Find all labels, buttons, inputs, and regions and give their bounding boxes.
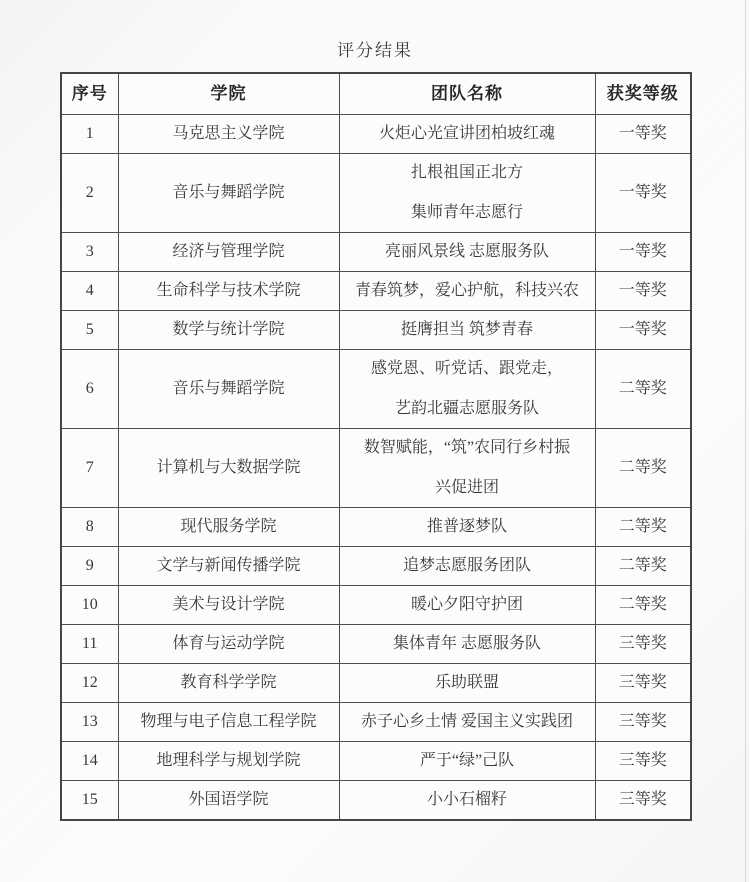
award-cell-text: 二等奖 [618, 596, 667, 613]
team-cell [339, 547, 595, 586]
row-number-cell [61, 272, 118, 311]
award-cell [595, 311, 691, 350]
table-row [61, 272, 691, 311]
row-number-cell [61, 781, 118, 821]
award-cell [595, 781, 691, 821]
award-cell-text: 三等奖 [618, 674, 667, 691]
table-row [61, 233, 691, 272]
team-cell [339, 625, 595, 664]
college-cell [118, 311, 339, 350]
team-cell [339, 350, 595, 429]
team-cell-text: 集师青年志愿行 [410, 204, 523, 221]
team-cell-text: 暖心夕阳守护团 [410, 596, 523, 613]
row-number-cell [61, 664, 118, 703]
table-row [61, 703, 691, 742]
award-cell-text: 一等奖 [618, 243, 667, 260]
team-cell [339, 272, 595, 311]
row-number-cell [61, 547, 118, 586]
table-row [61, 350, 691, 429]
college-cell [118, 115, 339, 154]
award-cell [595, 664, 691, 703]
row-number-cell [61, 350, 118, 429]
team-cell [339, 742, 595, 781]
award-cell [595, 586, 691, 625]
college-cell [118, 350, 339, 429]
college-cell [118, 154, 339, 233]
results-table [60, 72, 692, 821]
college-cell-text: 体育与运动学院 [172, 635, 285, 652]
row-number-cell-text: 9 [85, 557, 94, 574]
team-cell-text: 小小石榴籽 [426, 791, 507, 808]
row-number-cell-text: 14 [81, 752, 98, 769]
table-row [61, 154, 691, 233]
table-row [61, 781, 691, 821]
row-number-cell [61, 311, 118, 350]
college-cell [118, 781, 339, 821]
row-number-cell [61, 625, 118, 664]
college-cell-text: 外国语学院 [188, 791, 269, 808]
award-cell-text: 三等奖 [618, 791, 667, 808]
college-cell [118, 625, 339, 664]
team-cell-text: 推普逐梦队 [426, 518, 507, 535]
team-cell-text: 扎根祖国正北方 [410, 164, 523, 181]
college-cell-text: 经济与管理学院 [172, 243, 285, 260]
team-cell-text: 乐助联盟 [434, 674, 499, 691]
row-number-cell-text: 15 [81, 791, 98, 808]
team-cell [339, 233, 595, 272]
row-number-cell-text: 10 [81, 596, 98, 613]
team-cell-text: 火炬心光宣讲团柏坡红魂 [378, 125, 555, 142]
table-row [61, 664, 691, 703]
row-number-cell-text: 6 [85, 380, 94, 397]
college-cell [118, 742, 339, 781]
table-row [61, 115, 691, 154]
team-cell-text: 青春筑梦，爱心护航，科技兴农 [354, 282, 579, 299]
team-cell-text: 艺韵北疆志愿服务队 [394, 400, 539, 417]
college-cell [118, 664, 339, 703]
row-number-cell-text: 7 [85, 459, 94, 476]
college-cell [118, 586, 339, 625]
award-cell-text: 二等奖 [618, 380, 667, 397]
award-cell [595, 547, 691, 586]
team-cell [339, 703, 595, 742]
award-cell [595, 625, 691, 664]
team-cell-text: 赤子心乡土情 爱国主义实践团 [360, 713, 573, 730]
award-cell [595, 233, 691, 272]
team-cell-text: 追梦志愿服务团队 [402, 557, 531, 574]
award-cell [595, 272, 691, 311]
header-college: 学院 [118, 73, 339, 115]
award-cell [595, 115, 691, 154]
header-award: 获奖等级 [595, 73, 691, 115]
award-cell-text: 二等奖 [618, 459, 667, 476]
table-row [61, 625, 691, 664]
award-cell-text: 三等奖 [618, 752, 667, 769]
table-body [61, 115, 691, 821]
college-cell-text: 教育科学学院 [180, 674, 277, 691]
page-edge-line [745, 0, 746, 882]
row-number-cell [61, 742, 118, 781]
award-cell-text: 二等奖 [618, 518, 667, 535]
table-row [61, 311, 691, 350]
row-number-cell-text: 4 [85, 282, 94, 299]
row-number-cell-text: 8 [85, 518, 94, 535]
team-cell [339, 781, 595, 821]
team-cell-text: 感党恩、听党话、跟党走， [370, 360, 563, 377]
college-cell [118, 233, 339, 272]
award-cell [595, 154, 691, 233]
row-number-cell [61, 233, 118, 272]
award-cell-text: 一等奖 [618, 184, 667, 201]
team-cell-text: 数智赋能，“筑”农同行乡村振 [363, 439, 571, 456]
row-number-cell-text: 2 [85, 184, 94, 201]
table-row [61, 547, 691, 586]
table-row [61, 429, 691, 508]
row-number-cell-text: 12 [81, 674, 98, 691]
header-team: 团队名称 [339, 73, 595, 115]
header-row [61, 73, 691, 115]
award-cell-text: 二等奖 [618, 557, 667, 574]
college-cell [118, 508, 339, 547]
college-cell-text: 物理与电子信息工程学院 [140, 713, 317, 730]
team-cell [339, 664, 595, 703]
award-cell-text: 一等奖 [618, 282, 667, 299]
team-cell-text: 挺膺担当 筑梦青春 [400, 321, 533, 338]
row-number-cell [61, 508, 118, 547]
row-number-cell [61, 154, 118, 233]
team-cell [339, 154, 595, 233]
award-cell-text: 一等奖 [618, 321, 667, 338]
team-cell [339, 115, 595, 154]
college-cell-text: 计算机与大数据学院 [156, 459, 301, 476]
award-cell-text: 三等奖 [618, 713, 667, 730]
row-number-cell-text: 5 [85, 321, 94, 338]
row-number-cell [61, 586, 118, 625]
page-title: 评分结果 [337, 41, 413, 60]
award-cell [595, 350, 691, 429]
college-cell-text: 生命科学与技术学院 [156, 282, 301, 299]
college-cell-text: 现代服务学院 [180, 518, 277, 535]
row-number-cell-text: 1 [85, 125, 94, 142]
college-cell-text: 音乐与舞蹈学院 [172, 380, 285, 397]
table-row [61, 742, 691, 781]
award-cell [595, 742, 691, 781]
award-cell [595, 703, 691, 742]
college-cell [118, 429, 339, 508]
college-cell [118, 547, 339, 586]
row-number-cell [61, 703, 118, 742]
college-cell-text: 音乐与舞蹈学院 [172, 184, 285, 201]
college-cell-text: 数学与统计学院 [172, 321, 285, 338]
award-cell [595, 508, 691, 547]
row-number-cell-text: 3 [85, 243, 94, 260]
row-number-cell [61, 429, 118, 508]
team-cell [339, 508, 595, 547]
award-cell [595, 429, 691, 508]
college-cell-text: 马克思主义学院 [172, 125, 285, 142]
team-cell [339, 429, 595, 508]
college-cell [118, 703, 339, 742]
college-cell-text: 地理科学与规划学院 [156, 752, 301, 769]
table-row [61, 508, 691, 547]
table-header [61, 73, 691, 115]
college-cell-text: 文学与新闻传播学院 [156, 557, 301, 574]
team-cell [339, 311, 595, 350]
team-cell-text: 兴促进团 [434, 479, 499, 496]
college-cell-text: 美术与设计学院 [172, 596, 285, 613]
row-number-cell [61, 115, 118, 154]
award-cell-text: 三等奖 [618, 635, 667, 652]
header-number: 序号 [61, 73, 118, 115]
team-cell-text: 集体青年 志愿服务队 [392, 635, 541, 652]
row-number-cell-text: 11 [82, 635, 98, 652]
award-cell-text: 一等奖 [618, 125, 667, 142]
row-number-cell-text: 13 [81, 713, 98, 730]
team-cell-text: 严于“绿”己队 [419, 752, 515, 769]
team-cell-text: 亮丽风景线 志愿服务队 [384, 243, 549, 260]
table-row [61, 586, 691, 625]
team-cell [339, 586, 595, 625]
college-cell [118, 272, 339, 311]
